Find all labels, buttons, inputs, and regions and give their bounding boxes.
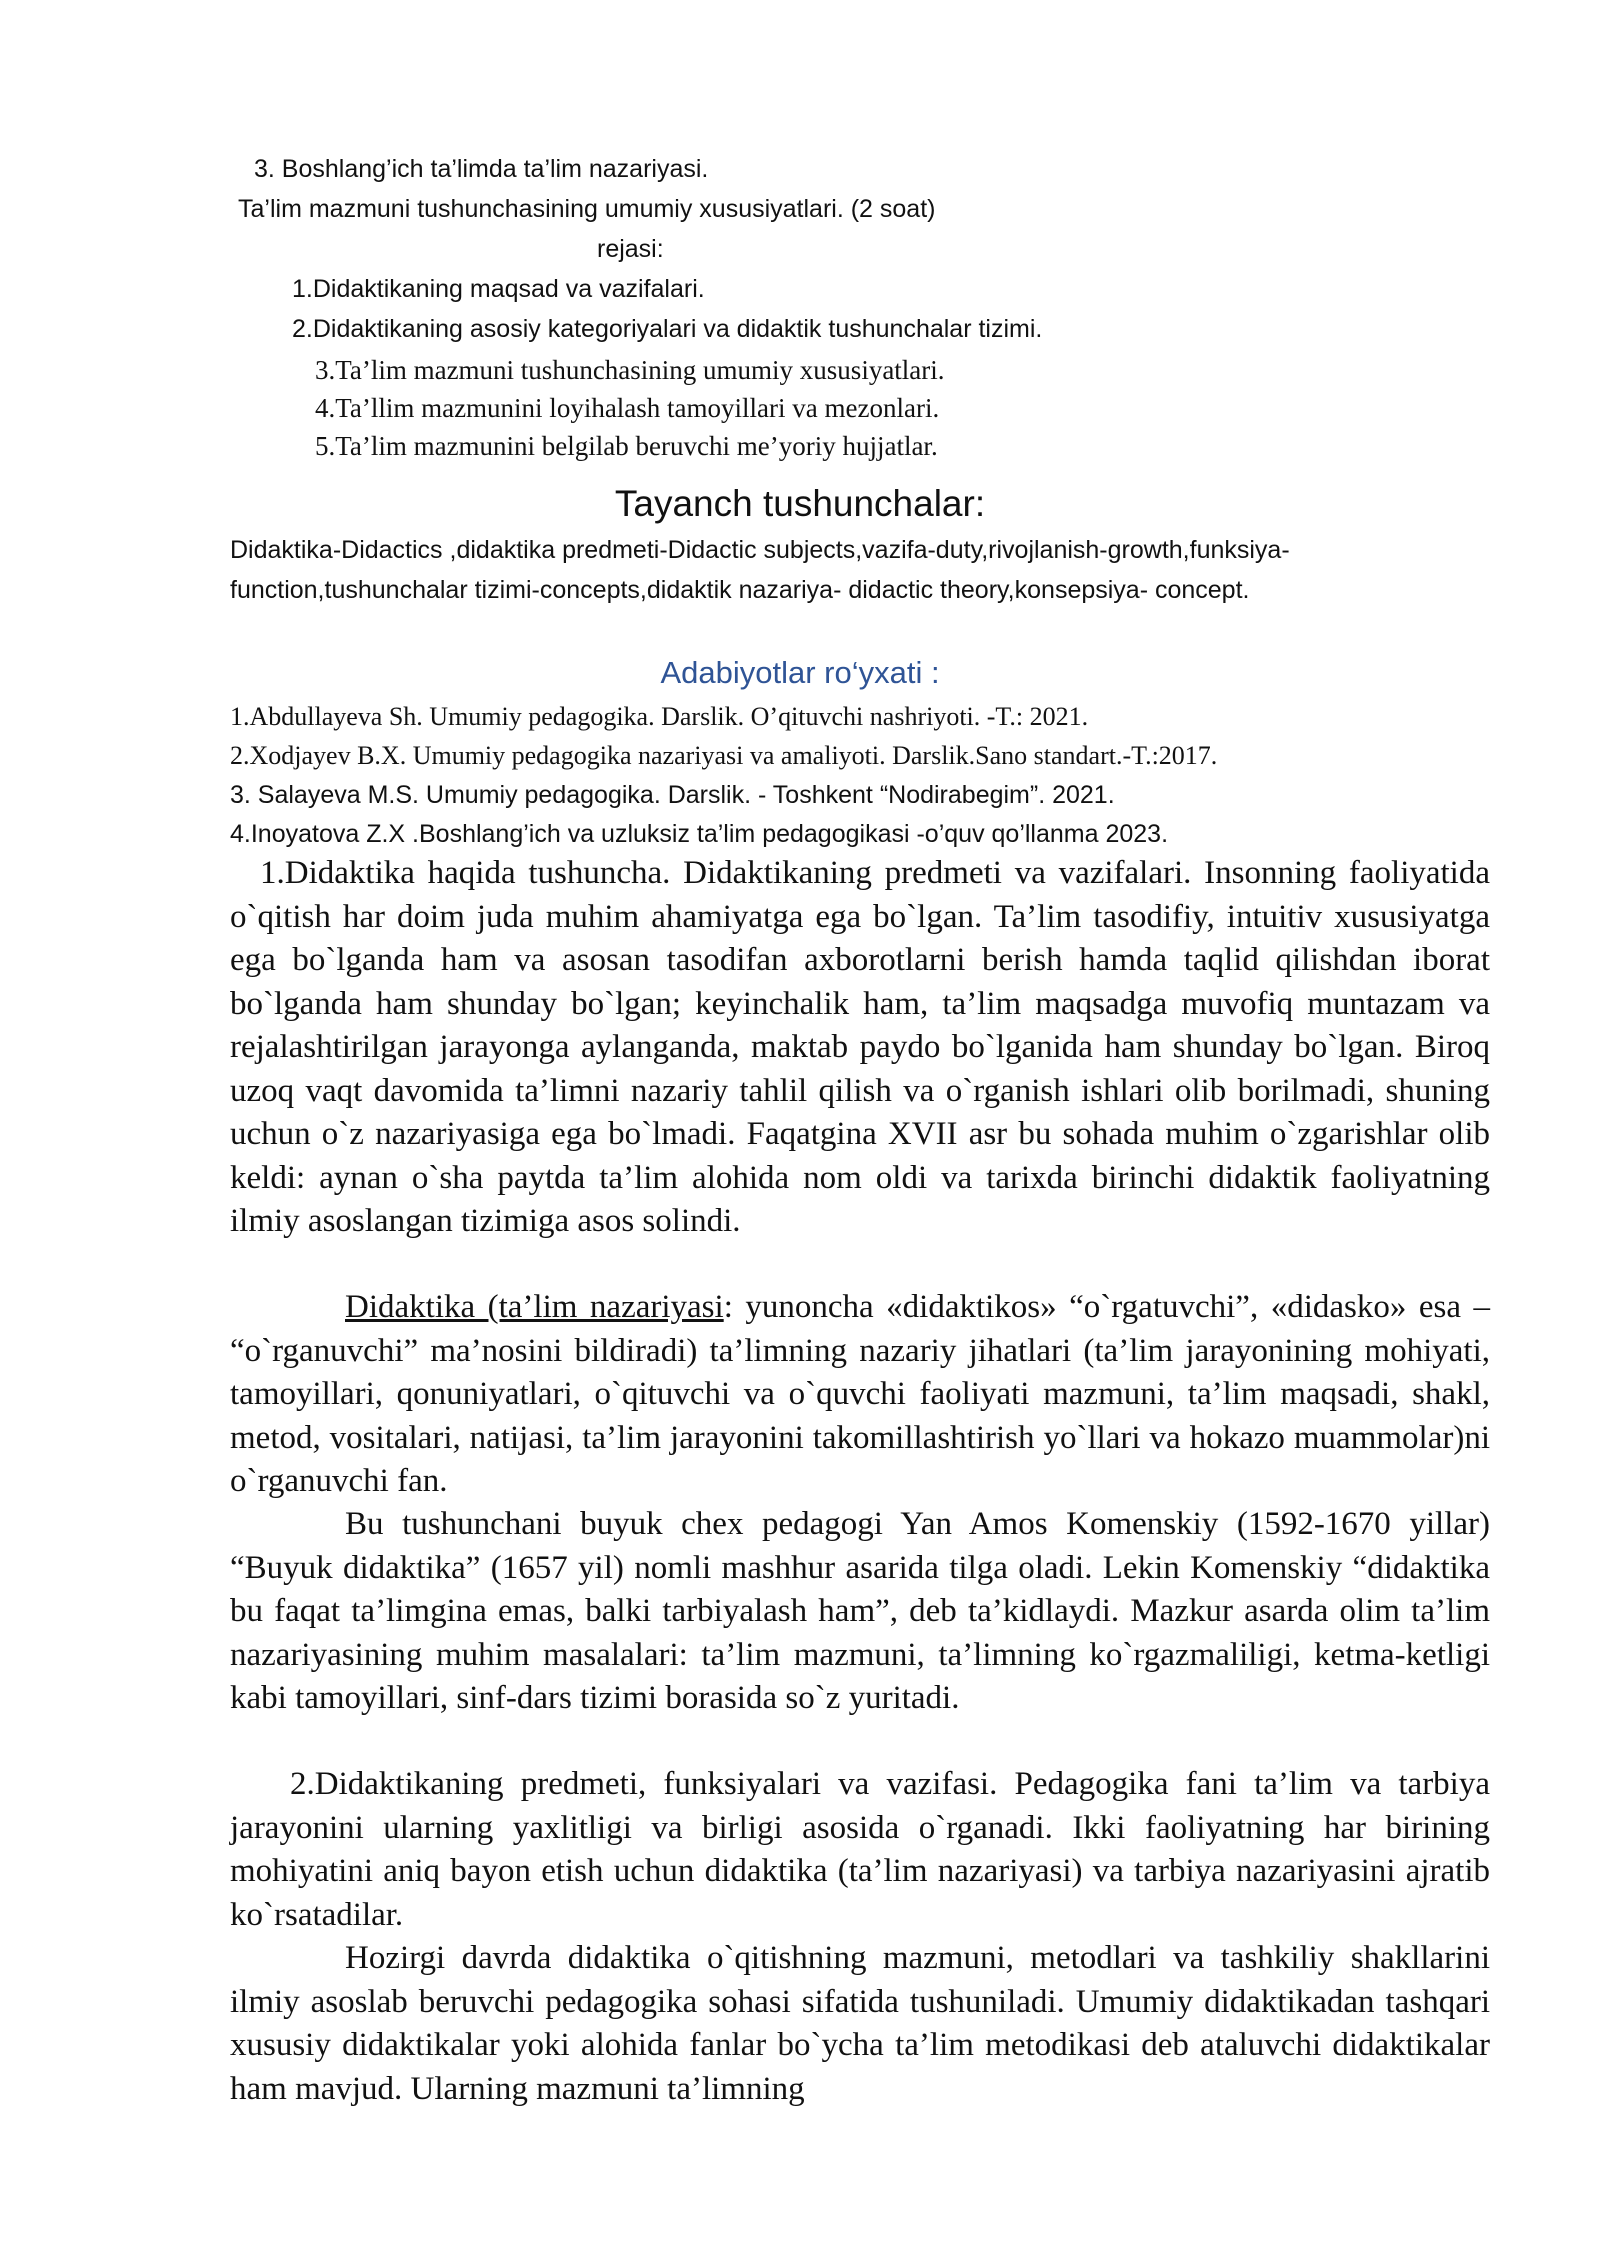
body-paragraph-2 (230, 1286, 1490, 1504)
body-paragraph-3: Bu tushunchani buyuk chex pedagogi Yan Amos Komenskiy (1592-1670 yillar) “Buyuk didaktika” (1657 yil) nomli mashhur asarida tilga oladi. Lekin Komenskiy “didaktika bu faqat ta’limgina emas, balki tarbiyalash ham”, deb ta’kidlaydi. Mazkur asarda olim ta’lim nazariyasining muhim masalalari: ta’lim mazmuni, ta’limning ko`rgazmaliligi, ketma-ketligi kabi tamoyillari, sinf-dars tizimi borasida so`z yuritadi. (230, 1506, 1490, 1716)
plan-item: 5.Ta’lim mazmunini belgilab beruvchi me’yoriy hujjatlar. (315, 431, 938, 461)
plan-item: 3.Ta’lim mazmuni tushunchasining umumiy xususiyatlari. (315, 355, 945, 385)
plan-label: rejasi: (597, 235, 664, 263)
reference-item: 2.Xodjayev B.X. Umumiy pedagogika nazariyasi va amaliyoti. Darslik.Sano standart.-T.:2017. (230, 741, 1218, 770)
plan-item: 1.Didaktikaning maqsad va vazifalari. (292, 275, 705, 303)
references-heading: Adabiyotlar ro‘yxati : (660, 655, 940, 690)
key-terms-text: Didaktika-Didactics ,didaktika predmeti-Didactic subjects,vazifa-duty,rivojlanish-growth,funksiya-function,tushunchalar tizimi-concepts,didaktik nazariya- didactic theory,konsepsiya- concept. (230, 536, 1290, 604)
body-paragraph-1: 1.Didaktika haqida tushuncha. Didaktikaning predmeti va vazifalari. Insonning faoliyatida o`qitish har doim juda muhim ahamiyatga ega bo`lgan. Ta’lim tasodifiy, intuitiv xususiyatga ega bo`lganda ham va asosan tasodifan axborotlarni berish hamda taqlid qilishdan iborat bo`lganda ham shunday bo`lgan; keyinchalik ham, ta’lim maqsadga muvofiq muntazam va rejalashtirilgan jarayonga aylanganda, maktab paydo bo`lganida ham shunday bo`lgan. Biroq uzoq vaqt davomida ta’limni nazariy tahlil qilish va o`rganish ishlari olib borilmadi, shuning uchun o`z nazariyasiga ega bo`lmadi. Faqatgina XVII asr bu sohada muhim o`zgarishlar olib keldi: aynan o`sha paytda ta’lim alohida nom oldi va tarixda birinchi didaktik faoliyatning ilmiy asoslangan tizimiga asos solindi. (230, 855, 1490, 1239)
lecture-subtitle: Ta’lim mazmuni tushunchasining umumiy xususiyatlari. (2 soat) (238, 195, 936, 223)
lecture-title: 3. Boshlang’ich ta’limda ta’lim nazariyasi. (254, 155, 709, 183)
key-terms-heading: Tayanch tushunchalar: (614, 483, 986, 524)
body-paragraph-5: Hozirgi davrda didaktika o`qitishning mazmuni, metodlari va tashkiliy shakllarini ilmiy asoslab beruvchi pedagogika sohasi sifatida tushuniladi. Umumiy didaktikadan tashqari xususiy didaktikalar yoki alohida fanlar bo`ycha ta’lim metodikasi deb ataluvchi didaktikalar ham mavjud. Ularning mazmuni ta’limning (230, 1940, 1490, 2107)
reference-item: 4.Inoyatova Z.X .Boshlang’ich va uzluksiz ta’lim pedagogikasi -o’quv qo’llanma 2023. (230, 820, 1169, 848)
plan-item: 2.Didaktikaning asosiy kategoriyalari va didaktik tushunchalar tizimi. (292, 315, 1043, 343)
plan-item: 4.Ta’llim mazmunini loyihalash tamoyillari va mezonlari. (315, 393, 940, 423)
didaktika-definition: : yunoncha «didaktikos» “o`rgatuvchi”, «didasko» esa – “o`rganuvchi” ma’nosini bildiradi) ta’limning nazariy jihatlari (ta’lim jarayonining mohiyati, tamoyillari, qonuniyatlari, o`qituvchi va o`quvchi faoliyati mazmuni, ta’lim maqsadi, shakl, metod, vositalari, natijasi, ta’lim jarayonini takomillashtirish yo`llari va hokazo muammolar)ni o`rganuvchi fan. (230, 1289, 1490, 1499)
reference-item: 1.Abdullayeva Sh. Umumiy pedagogika. Darslik. O’qituvchi nashriyoti. -T.: 2021. (230, 702, 1089, 731)
reference-item: 3. Salayeva M.S. Umumiy pedagogika. Darslik. - Toshkent “Nodirabegim”. 2021. (230, 781, 1115, 809)
body-paragraph-4: 2.Didaktikaning predmeti, funksiyalari va vazifasi. Pedagogika fani ta’lim va tarbiya jarayonini ularning yaxlitligi va birligi asosida o`rganadi. Ikki faoliyatning har birining mohiyatini aniq bayon etish uchun didaktika (ta’lim nazariyasi) va tarbiya nazariyasini ajratib ko`rsatadilar. (230, 1766, 1490, 1933)
didaktika-term: Didaktika (ta’lim nazariyasi (345, 1289, 724, 1325)
